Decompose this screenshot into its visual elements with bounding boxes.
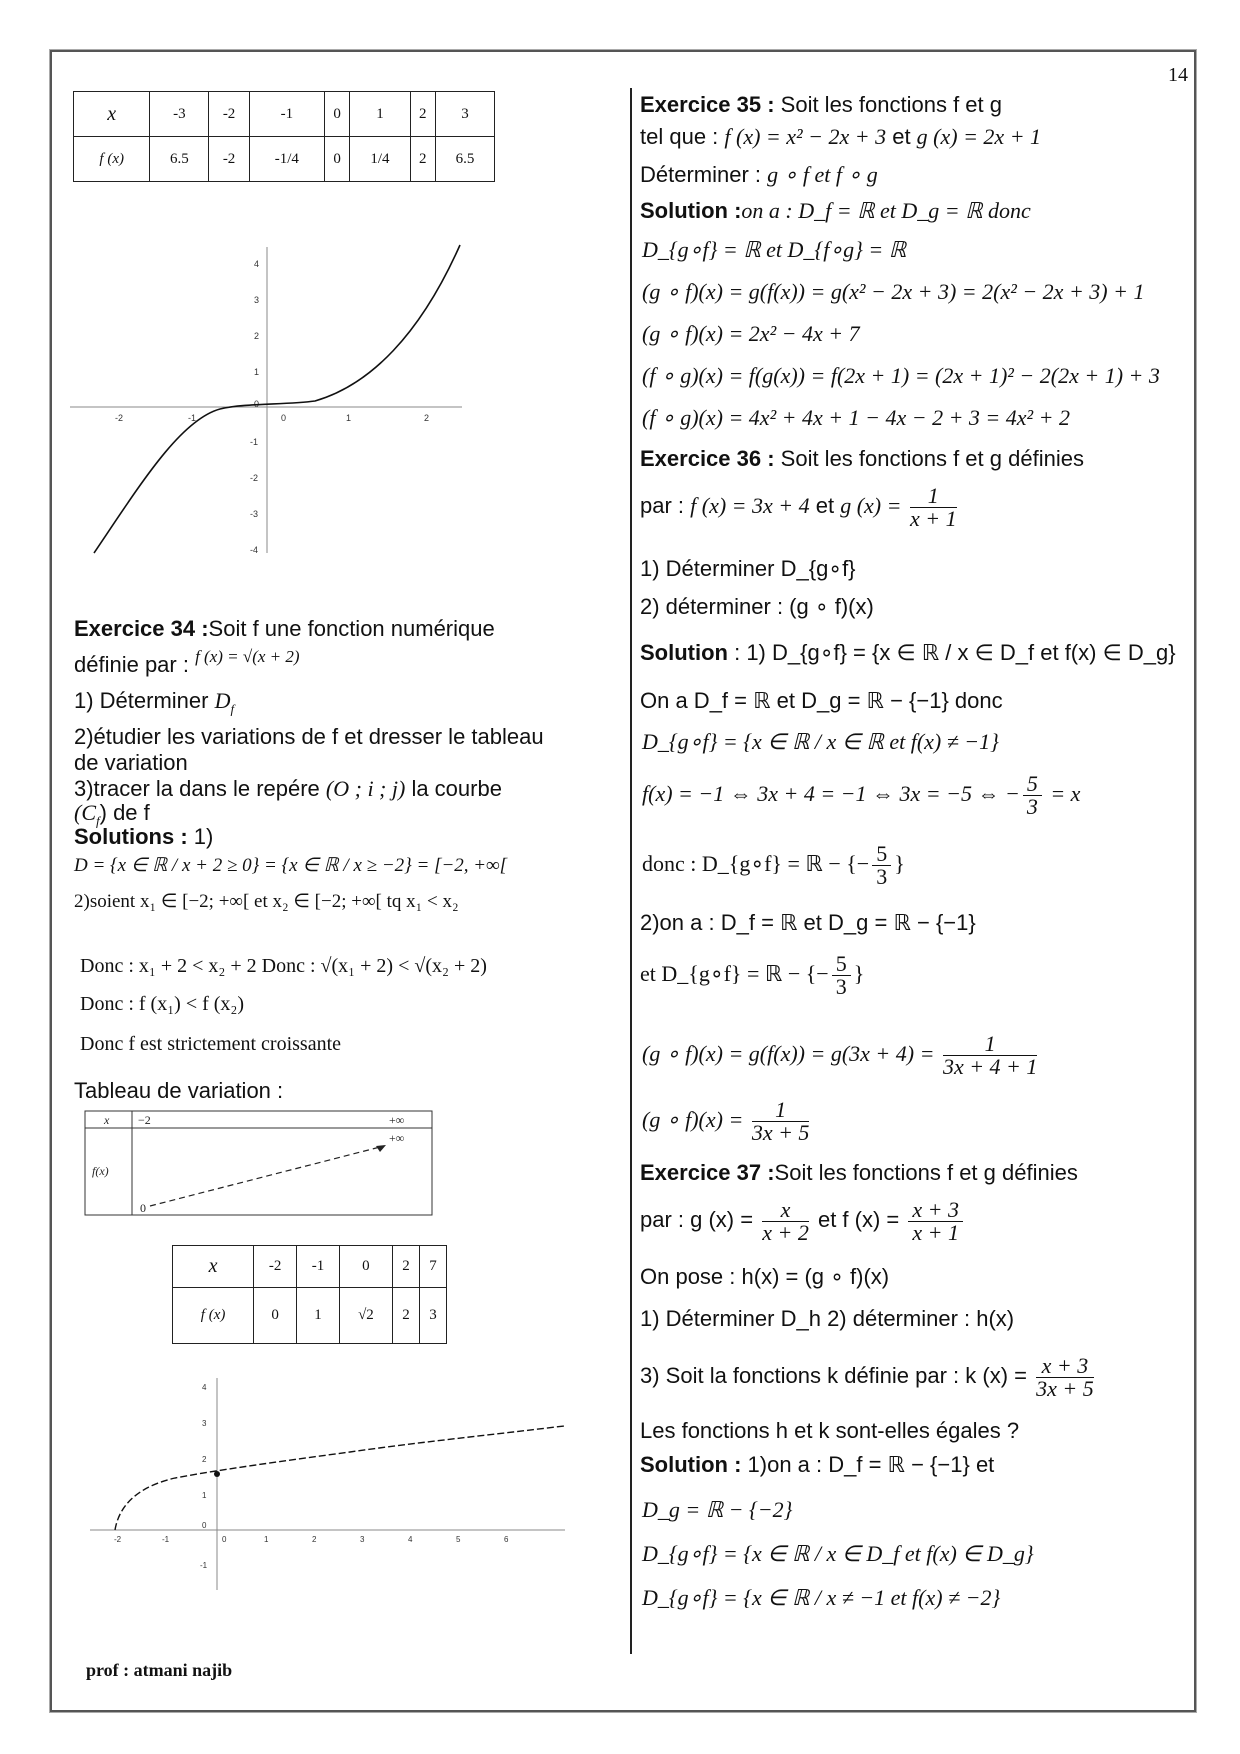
table-cell: 2 [392, 1288, 419, 1344]
y-tick: 3 [202, 1419, 207, 1428]
ex37-title: Exercice 37 : [640, 1160, 775, 1185]
y-tick: -1 [250, 437, 259, 447]
ex37-line5 [640, 1352, 1097, 1400]
ex34-q3d: ) de f [99, 800, 150, 825]
frac-5-3 [872, 843, 891, 888]
frac-den: 3 [876, 864, 888, 890]
tv-x-end: +∞ [389, 1113, 405, 1127]
table-cell: 1 [350, 92, 410, 137]
ex37-sol [640, 1452, 994, 1478]
x-tick: 6 [504, 1535, 509, 1544]
y-tick: 0 [254, 399, 260, 409]
y-tick: 2 [254, 331, 260, 341]
ex36-line2 [640, 482, 960, 530]
ex34-q1-sub: f [230, 701, 235, 717]
ex36-s4b: = x [1044, 781, 1081, 806]
ex34-q2b: de variation [74, 750, 188, 775]
y-tick: 4 [254, 259, 260, 269]
x-tick: 4 [408, 1535, 413, 1544]
values-table-2 [172, 1245, 447, 1344]
y-tick: 1 [202, 1491, 207, 1500]
tv-f-end: +∞ [389, 1131, 405, 1145]
table-cell: 2 [410, 92, 435, 137]
ex37-l4: 1) Déterminer D_h 2) déterminer : h(x) [640, 1306, 1015, 1331]
column-divider [630, 88, 632, 1654]
ex37-line2 [640, 1196, 966, 1244]
frac-den: 3 [835, 974, 847, 1000]
ex36-l2m: f (x) = 3x + 4 [690, 493, 810, 518]
ex34-q3 [74, 776, 502, 802]
ex35-s1: on a : D_f = ℝ et D_g = ℝ donc [741, 198, 1031, 223]
ex36-s7a: et D_{g∘f} = ℝ − {− [640, 961, 829, 986]
frac-num: x [762, 1199, 809, 1222]
ex36-title: Exercice 36 : [640, 446, 775, 471]
ex37-head [640, 1160, 1078, 1186]
ex34-def-prefix: définie par : [74, 652, 196, 677]
ex34-donc1: Donc : x₁ + 2 < x₂ + 2 Donc : √(x₁ + 2) < √(x₂ + 2) [80, 955, 487, 977]
x-tick: 1 [264, 1535, 269, 1544]
ex36-s5 [642, 840, 905, 888]
ex35-sol-title: Solution : [640, 198, 742, 223]
ex36-s8 [642, 1030, 1040, 1078]
ex34-q3c: (C [74, 800, 96, 825]
ex35-s4: (g ∘ f)(x) = 2x² − 4x + 7 [642, 321, 860, 346]
ex37-l2a: par : g (x) = [640, 1207, 760, 1232]
ex34-q1 [74, 688, 234, 722]
ex37-s2: D_g = ℝ − {−2} [642, 1497, 793, 1522]
ex36-s6: 2)on a : D_f = ℝ et D_g = ℝ − {−1} [640, 910, 976, 935]
table-cell: 0 [324, 92, 349, 137]
y-tick: 4 [202, 1383, 207, 1392]
table-cell: 1/4 [350, 137, 410, 182]
table-cell: -2 [254, 1246, 297, 1288]
ex35-l2m2: g (x) = 2x + 1 [916, 124, 1042, 149]
table-cell: 1 [297, 1288, 340, 1344]
ex35-l2m: f (x) = x² − 2x + 3 [724, 124, 887, 149]
ex34-intro: Soit f une fonction numérique [208, 616, 495, 641]
frac-num: x + 3 [908, 1199, 963, 1222]
ex36-head [640, 446, 1084, 472]
y-tick: -4 [250, 545, 259, 555]
ex34-def [74, 647, 300, 680]
ex34-soient: 2)soient x₁ ∈ [−2; +∞[ et x₂ ∈ [−2; +∞[ tq x₁ < x₂ [74, 891, 459, 912]
ex36-s7b: } [853, 961, 865, 986]
frac-den: 3x + 4 + 1 [942, 1054, 1038, 1080]
ex34-donc2: Donc : f (x₁) < f (x₂) [80, 993, 245, 1015]
table-cell: 0 [254, 1288, 297, 1344]
ex34-q2a: 2)étudier les variations de f et dresser le tableau [74, 724, 544, 749]
frac-s9 [752, 1099, 810, 1144]
table-cell: -3 [150, 92, 209, 137]
frac-5-3 [832, 953, 851, 998]
ex34-q3c-sub: f [96, 813, 100, 829]
ex37-s1: 1)on a : D_f = ℝ − {−1} et [741, 1452, 995, 1477]
curve-sqrt [115, 1426, 564, 1530]
table-cell: 0 [339, 1246, 392, 1288]
y-tick: 1 [254, 367, 260, 377]
ex36-s8a: (g ∘ f)(x) = g(f(x)) = g(3x + 4) = [642, 1041, 940, 1066]
ex35-head [640, 92, 1002, 118]
ex37-sol-title: Solution : [640, 1452, 742, 1477]
ex35-s2: D_{g∘f} = ℝ et D_{f∘g} = ℝ [642, 237, 907, 262]
frac-num: 1 [943, 1033, 1037, 1056]
ex35-s3: (g ∘ f)(x) = g(f(x)) = g(x² − 2x + 3) = 2(x² − 2x + 3) + 1 [642, 279, 1145, 304]
frac-g [762, 1196, 809, 1245]
table-cell: 2 [410, 137, 435, 182]
y-tick: 3 [254, 295, 260, 305]
ex35-line2 [640, 124, 1041, 150]
ex36-l2m2: g (x) = [840, 493, 907, 518]
ex34-solution-head [74, 824, 213, 850]
x-tick: 5 [456, 1535, 461, 1544]
table-cell: -1 [249, 92, 324, 137]
frac-num: x + 3 [1036, 1355, 1094, 1378]
ex36-q1: 1) Déterminer D_{g∘f} [640, 556, 856, 581]
ex37-l3: On pose : h(x) = (g ∘ f)(x) [640, 1264, 890, 1289]
tv-x-start: −2 [138, 1113, 151, 1127]
y-tick: -2 [250, 473, 259, 483]
ex36-l2a: par : [640, 493, 691, 518]
table-cell: -1/4 [249, 137, 324, 182]
ex36-s4 [642, 770, 1080, 818]
x-tick: -2 [115, 413, 124, 423]
ex36-s2: On a D_f = ℝ et D_g = ℝ − {−1} donc [640, 688, 1003, 713]
table-cell: 6.5 [150, 137, 209, 182]
ex35-title: Exercice 35 : [640, 92, 775, 117]
table-cell: 2 [392, 1246, 419, 1288]
table-cell: √2 [339, 1288, 392, 1344]
frac-den: 3x + 5 [751, 1120, 810, 1146]
ex37-l5a: 3) Soit la fonctions k définie par : k (x) = [640, 1363, 1034, 1388]
ex35-l2a: tel que : [640, 124, 725, 149]
ex37-s4: D_{g∘f} = {x ∈ ℝ / x ≠ −1 et f(x) ≠ −2} [642, 1585, 1001, 1610]
frac-num: 5 [872, 843, 891, 866]
frac-num: 5 [832, 953, 851, 976]
ex36-s9a: (g ∘ f)(x) = [642, 1107, 749, 1132]
tv-f-label: f(x) [92, 1164, 109, 1178]
table-cell: 6.5 [435, 137, 494, 182]
frac-den: x + 1 [909, 505, 957, 531]
tv-f-start: 0 [140, 1201, 146, 1215]
frac-num: 1 [910, 485, 957, 508]
variation-table [84, 1110, 434, 1218]
y-tick: -1 [200, 1561, 208, 1570]
ex36-s5b: } [894, 851, 905, 876]
ex37-l2b: et f (x) = [811, 1207, 906, 1232]
ex35-l3: Déterminer : [640, 162, 768, 187]
ex36-sol [640, 640, 1176, 666]
ex37-s3: D_{g∘f} = {x ∈ ℝ / x ∈ D_f et f(x) ∈ D_g} [642, 1541, 1034, 1566]
page-number: 14 [1168, 64, 1188, 86]
tv-title: Tableau de variation : [74, 1078, 284, 1103]
table-row-label: f (x) [173, 1288, 254, 1344]
ex34-df-line: D = {x ∈ ℝ / x + 2 ≥ 0} = {x ∈ ℝ / x ≥ −2} = [−2, +∞[ [74, 855, 508, 876]
ex36-s1: : 1) D_{g∘f} = {x ∈ ℝ / x ∈ D_f et f(x) ∈ D_g} [727, 640, 1176, 665]
ex36-l2b: et [809, 493, 841, 518]
ex36-l1: Soit les fonctions f et g définies [774, 446, 1084, 471]
ex34-q3-math: (O ; i ; j) [325, 776, 406, 801]
ex36-s5a: donc : D_{g∘f} = ℝ − {− [642, 851, 870, 876]
frac-den: x + 1 [912, 1219, 959, 1245]
ex34-statement [74, 616, 495, 642]
x-tick: 0 [222, 1535, 227, 1544]
table-cell: -1 [297, 1246, 340, 1288]
frac-den: 3 [1026, 794, 1038, 820]
ex36-q2: 2) déterminer : (g ∘ f)(x) [640, 594, 874, 619]
table-cell: -2 [209, 92, 249, 137]
ex36-s7 [640, 950, 864, 998]
point-0-sqrt2 [214, 1471, 220, 1477]
frac-f [908, 1196, 963, 1245]
x-tick: 3 [360, 1535, 365, 1544]
table-cell: 0 [324, 137, 349, 182]
ex35-l3m: g ∘ f et f ∘ g [767, 162, 878, 187]
ex36-s3: D_{g∘f} = {x ∈ ℝ / x ∈ ℝ et f(x) ≠ −1} [642, 729, 999, 754]
x-tick: 1 [346, 413, 352, 423]
ex35-l2b: et [886, 124, 917, 149]
x-tick: 0 [281, 413, 287, 423]
frac-den: x + 2 [762, 1219, 809, 1245]
table-header: x [173, 1246, 254, 1288]
ex34-donc3: Donc f est strictement croissante [80, 1033, 342, 1055]
graph-cubic [70, 235, 470, 560]
ex34-q1-text: 1) Déterminer [74, 688, 215, 713]
ex36-s9 [642, 1096, 812, 1144]
ex35-line3 [640, 162, 878, 188]
ex35-s6: (f ∘ g)(x) = 4x² + 4x + 1 − 4x − 2 + 3 = 4x² + 2 [642, 405, 1070, 430]
tv-x-label: x [104, 1113, 110, 1127]
footer-author: prof : atmani najib [86, 1660, 233, 1680]
ex34-q3b: la courbe [405, 776, 502, 801]
ex36-frac-g [909, 482, 957, 531]
table-cell: 3 [435, 92, 494, 137]
table-cell: -2 [209, 137, 249, 182]
table-cell: 7 [419, 1246, 446, 1288]
table-header: x [74, 92, 150, 137]
ex37-l1: Soit les fonctions f et g définies [774, 1160, 1078, 1185]
y-tick: 0 [202, 1521, 207, 1530]
table-row-label: f (x) [74, 137, 150, 182]
values-table-1 [73, 91, 495, 182]
ex34-q1-math: D [214, 688, 231, 713]
ex35-l1: Soit les fonctions f et g [774, 92, 1003, 117]
ex35-sol [640, 198, 1031, 224]
frac-num: 1 [752, 1099, 810, 1122]
curve-f [94, 245, 460, 553]
table-cell: 3 [419, 1288, 446, 1344]
x-tick: 2 [312, 1535, 317, 1544]
ex34-title: Exercice 34 : [74, 616, 209, 641]
frac-s8 [943, 1033, 1037, 1078]
ex37-l6: Les fonctions h et k sont-elles égales ? [640, 1418, 1020, 1443]
y-tick: 2 [202, 1455, 207, 1464]
y-tick: -3 [250, 509, 259, 519]
ex34-sol-title: Solutions : [74, 824, 188, 849]
x-tick: -1 [188, 413, 197, 423]
frac-5-3 [1023, 773, 1042, 818]
ex34-q3a: 3)tracer la dans le repére [74, 776, 326, 801]
ex36-sol-title: Solution [640, 640, 728, 665]
ex36-s4a: f(x) = −1 ⇔ 3x + 4 = −1 ⇔ 3x = −5 ⇔ − [642, 781, 1020, 806]
x-tick: -2 [114, 1535, 122, 1544]
graph-sqrt [90, 1370, 570, 1610]
ex35-s5: (f ∘ g)(x) = f(g(x)) = f(2x + 1) = (2x + 1)² − 2(2x + 1) + 3 [642, 363, 1160, 388]
frac-num: 5 [1023, 773, 1042, 796]
x-tick: 2 [424, 413, 430, 423]
frac-den: 3x + 5 [1036, 1375, 1094, 1401]
ex34-sol-1: 1) [187, 824, 214, 849]
x-tick: -1 [162, 1535, 170, 1544]
frac-k [1036, 1352, 1094, 1401]
ex34-def-math: f (x) = √(x + 2) [195, 647, 300, 666]
